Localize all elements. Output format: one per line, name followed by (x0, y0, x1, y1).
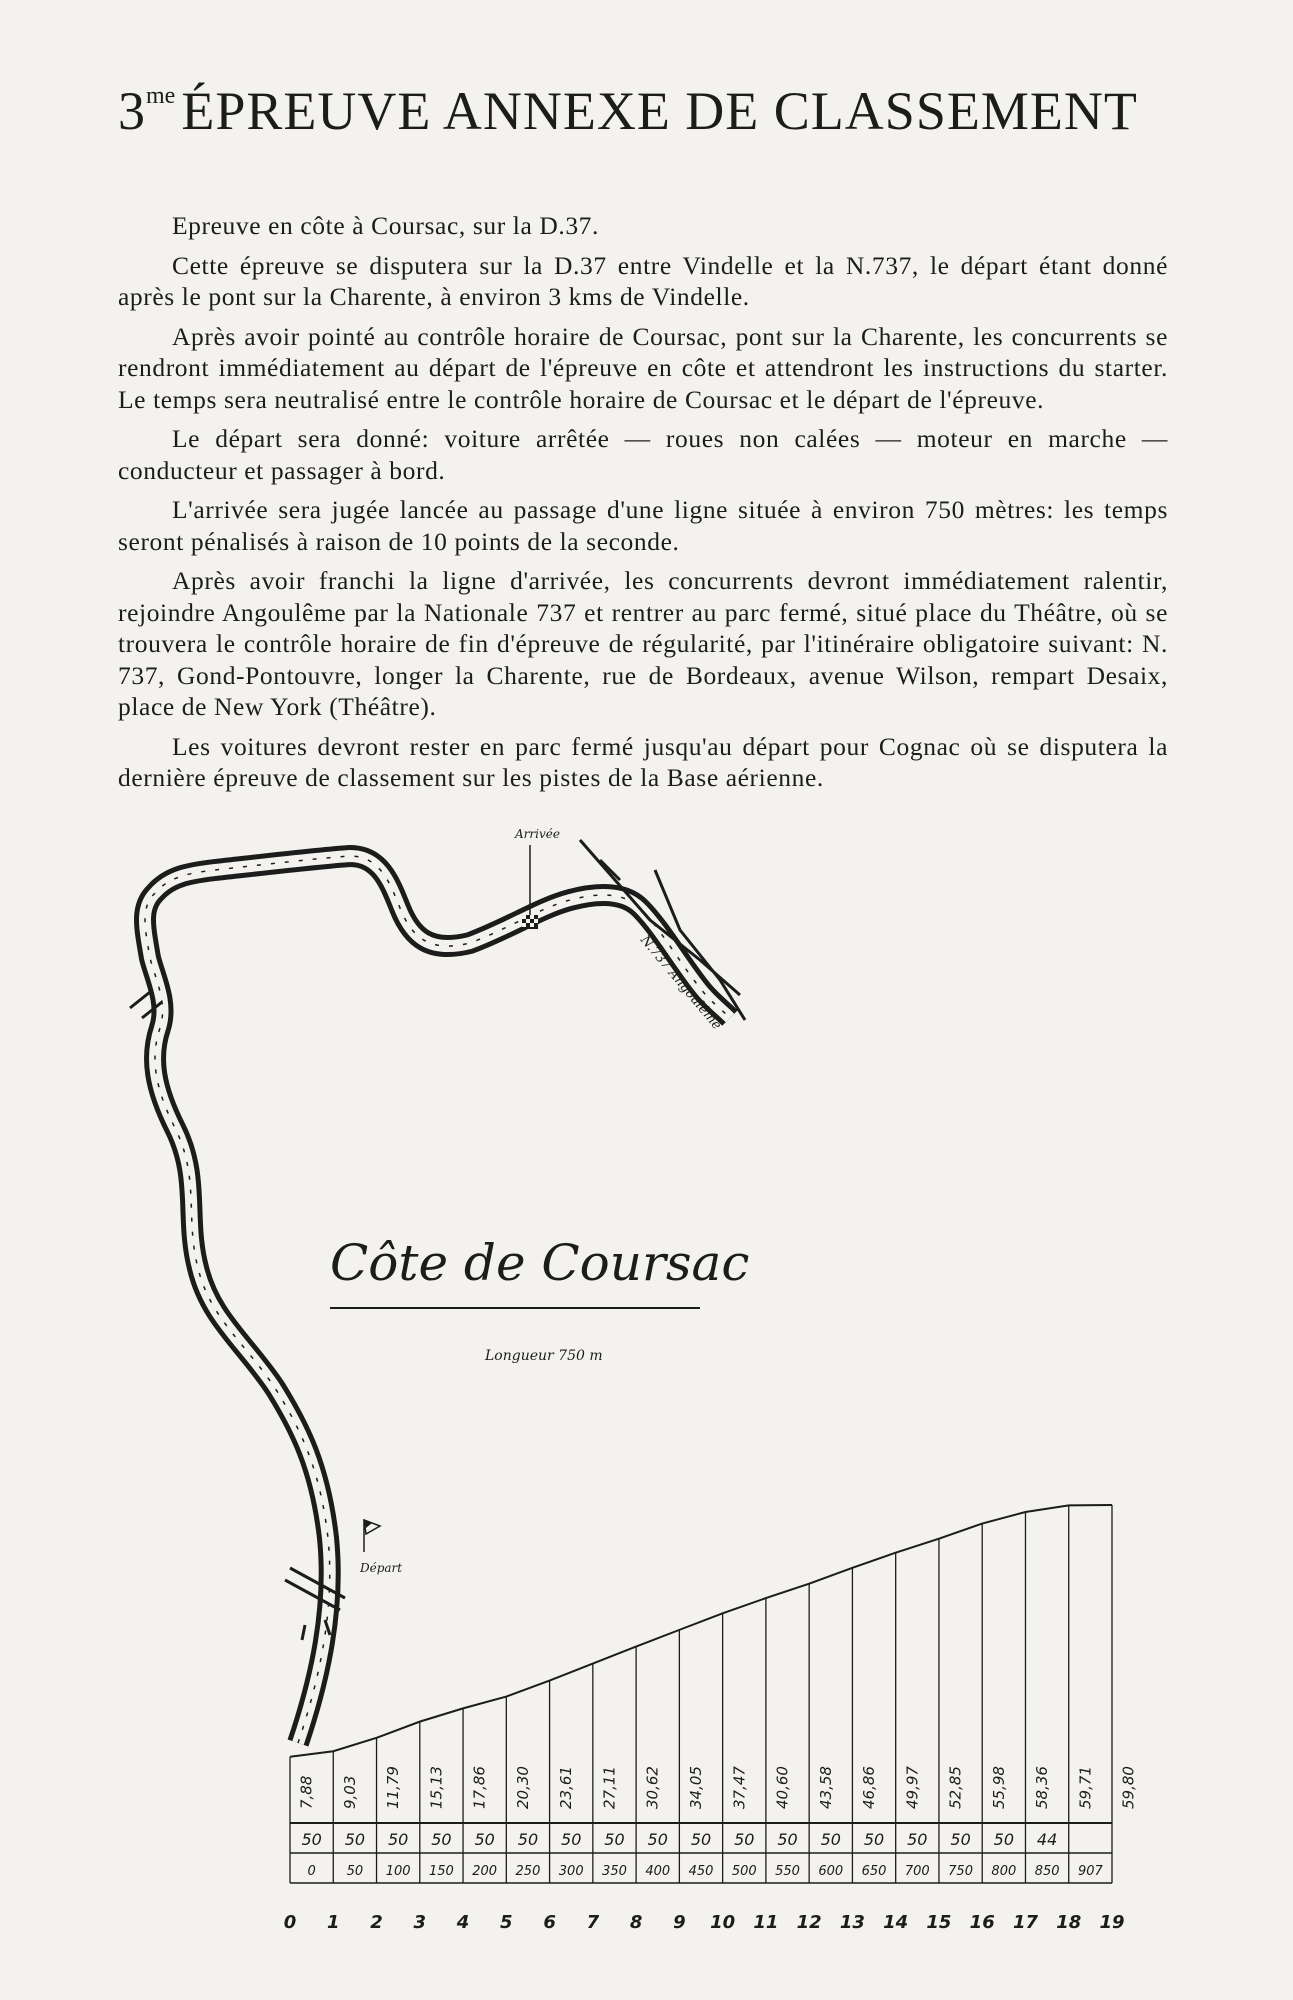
section-number: 19 (1099, 1912, 1125, 1933)
paragraph: Après avoir franchi la ligne d'arrivée, les concurrents devront immédiatement ralentir, rejoindre Angoulême par la Nationale 737 et rentrer au parc fermé, situé place du Théâtre, où se trouvera le contrôle horaire de fin d'épreuve de régularité, par l'itinéraire obligatoire suivant: N. 737, Gond-Pontouvre, longer la Charente, rue de Bordeaux, avenue Wilson, rempart Desaix, place de New York (Théâtre). (118, 566, 1168, 721)
segment-length: 50 (604, 1830, 625, 1849)
elevation-label: 11,79 (384, 1766, 403, 1809)
road-route (145, 856, 730, 1743)
segment-length: 50 (777, 1830, 798, 1849)
section-number: 5 (500, 1912, 513, 1933)
title-ordinal: 3 (118, 81, 146, 141)
cumulative-distance: 100 (385, 1864, 411, 1879)
paragraph: Les voitures devront rester en parc fermé jusqu'au départ pour Cognac où se disputera la dernière épreuve de classement sur les pistes de la Base aérienne. (118, 731, 1168, 792)
section-number: 12 (796, 1912, 822, 1933)
section-number: 13 (839, 1912, 865, 1933)
segment-length: 50 (820, 1830, 841, 1849)
cumulative-distance: 907 (1077, 1864, 1103, 1879)
segment-length: 50 (907, 1830, 928, 1849)
section-number: 6 (543, 1912, 556, 1933)
section-number: 2 (370, 1912, 383, 1933)
course-map (0, 827, 1293, 2000)
elevation-label: 37,47 (730, 1766, 749, 1809)
cumulative-distance: 500 (731, 1864, 757, 1879)
section-number: 15 (926, 1912, 952, 1933)
paragraph: Après avoir pointé au contrôle horaire de Coursac, pont sur la Charente, les concurrents se rendront immédiatement au départ de l'épreuve en côte et attendront les instructions du starter. Le temps sera neutralisé entre le contrôle horaire de Coursac et le départ de l'épreuve. (118, 321, 1168, 414)
road-label: N.737 Angoulême (636, 932, 725, 1033)
paragraph: Epreuve en côte à Coursac, sur la D.37. (172, 211, 600, 240)
segment-length: 50 (993, 1830, 1015, 1849)
elevation-label: 34,05 (687, 1766, 705, 1809)
segment-length: 50 (431, 1830, 452, 1849)
segment-length: 50 (387, 1830, 409, 1849)
segment-length: 50 (474, 1830, 495, 1849)
section-number: 18 (1056, 1912, 1082, 1933)
cumulative-distance: 750 (948, 1864, 973, 1879)
elevation-label: 40,60 (773, 1766, 792, 1809)
map-title: Côte de Coursac (330, 1234, 750, 1292)
n737-road (580, 840, 745, 1020)
depart-label: Départ (360, 1561, 403, 1575)
profile-slope-line (290, 1505, 1112, 1757)
elevation-label: 55,98 (989, 1766, 1008, 1809)
section-number: 3 (413, 1912, 427, 1933)
section-number: 7 (586, 1912, 600, 1933)
arrivee-label: Arrivée (515, 827, 560, 841)
segment-length: 50 (950, 1830, 971, 1849)
paragraph: L'arrivée sera jugée lancée au passage d'une ligne située à environ 750 mètres: les temps seront pénalisés à raison de 10 points de la seconde. (118, 495, 1168, 556)
cumulative-distance: 450 (688, 1864, 714, 1879)
elevation-label: 49,97 (903, 1766, 922, 1809)
cumulative-distance: 700 (904, 1864, 930, 1879)
cumulative-distance: 850 (1034, 1864, 1060, 1879)
cumulative-distance: 300 (558, 1864, 584, 1879)
elevation-label: 27,11 (600, 1766, 619, 1809)
elevation-label: 17,86 (470, 1766, 489, 1809)
cumulative-distance: 200 (472, 1864, 498, 1879)
course-figure (0, 827, 1293, 2000)
cumulative-distance: 600 (818, 1864, 844, 1879)
finish-marker (522, 845, 538, 929)
elevation-label: 59,71 (1076, 1766, 1095, 1809)
segment-length: 50 (863, 1830, 885, 1849)
start-flag (364, 1520, 380, 1552)
section-number: 9 (673, 1912, 686, 1933)
segment-length: 50 (344, 1830, 366, 1849)
elevation-label: 15,13 (427, 1766, 446, 1809)
elevation-label: 58,36 (1033, 1766, 1052, 1809)
section-number: 17 (1012, 1912, 1039, 1933)
elevation-label: 7,88 (297, 1775, 316, 1809)
cumulative-distance: 250 (515, 1864, 541, 1879)
segment-length: 50 (561, 1830, 582, 1849)
cumulative-distance: 350 (602, 1864, 627, 1879)
map-subtitle: Longueur 750 m (485, 1348, 603, 1364)
paragraph: Cette épreuve se disputera sur la D.37 entre Vindelle et la N.737, le départ étant donné après le pont sur la Charente, à environ 3 kms de Vindelle. (118, 250, 1168, 311)
elevation-label: 43,58 (816, 1766, 835, 1809)
cumulative-distance: 550 (775, 1864, 800, 1879)
section-number: 1 (326, 1912, 340, 1933)
elevation-label: 52,85 (946, 1766, 965, 1809)
section-number: 11 (753, 1912, 779, 1933)
elevation-label: 30,62 (643, 1766, 662, 1809)
elevation-label: 20,30 (513, 1766, 532, 1809)
segment-length: 50 (647, 1830, 668, 1849)
section-number: 8 (629, 1912, 643, 1933)
elevation-profile (284, 1505, 1138, 1933)
segment-length: 50 (734, 1830, 755, 1849)
segment-length: 50 (517, 1830, 539, 1849)
title-main: ÉPREUVE ANNEXE DE CLASSEMENT (181, 81, 1138, 141)
elevation-label: 9,03 (340, 1775, 359, 1809)
elevation-label: 23,61 (557, 1766, 576, 1809)
elevation-label: 59,80 (1119, 1766, 1138, 1809)
cumulative-distance: 650 (861, 1864, 887, 1879)
cumulative-distance: 800 (991, 1864, 1017, 1879)
title-superscript: me (146, 83, 176, 109)
paragraph: Le départ sera donné: voiture arrêtée — roues non calées — moteur en marche — conducteur et passager à bord. (118, 424, 1168, 485)
segment-length: 50 (690, 1830, 712, 1849)
page-title (118, 81, 1178, 141)
segment-length: 44 (1036, 1830, 1058, 1849)
section-number: 0 (283, 1912, 297, 1933)
section-number: 14 (883, 1912, 909, 1933)
body-text (118, 210, 1168, 802)
elevation-label: 46,86 (860, 1766, 879, 1809)
cumulative-distance: 150 (429, 1864, 454, 1879)
section-number: 10 (710, 1912, 736, 1933)
section-number: 16 (969, 1912, 995, 1933)
cumulative-distance: 400 (645, 1864, 671, 1879)
segment-length: 50 (301, 1830, 322, 1849)
cumulative-distance: 50 (346, 1864, 364, 1879)
cumulative-distance: 0 (307, 1864, 316, 1879)
section-number: 4 (456, 1912, 470, 1933)
